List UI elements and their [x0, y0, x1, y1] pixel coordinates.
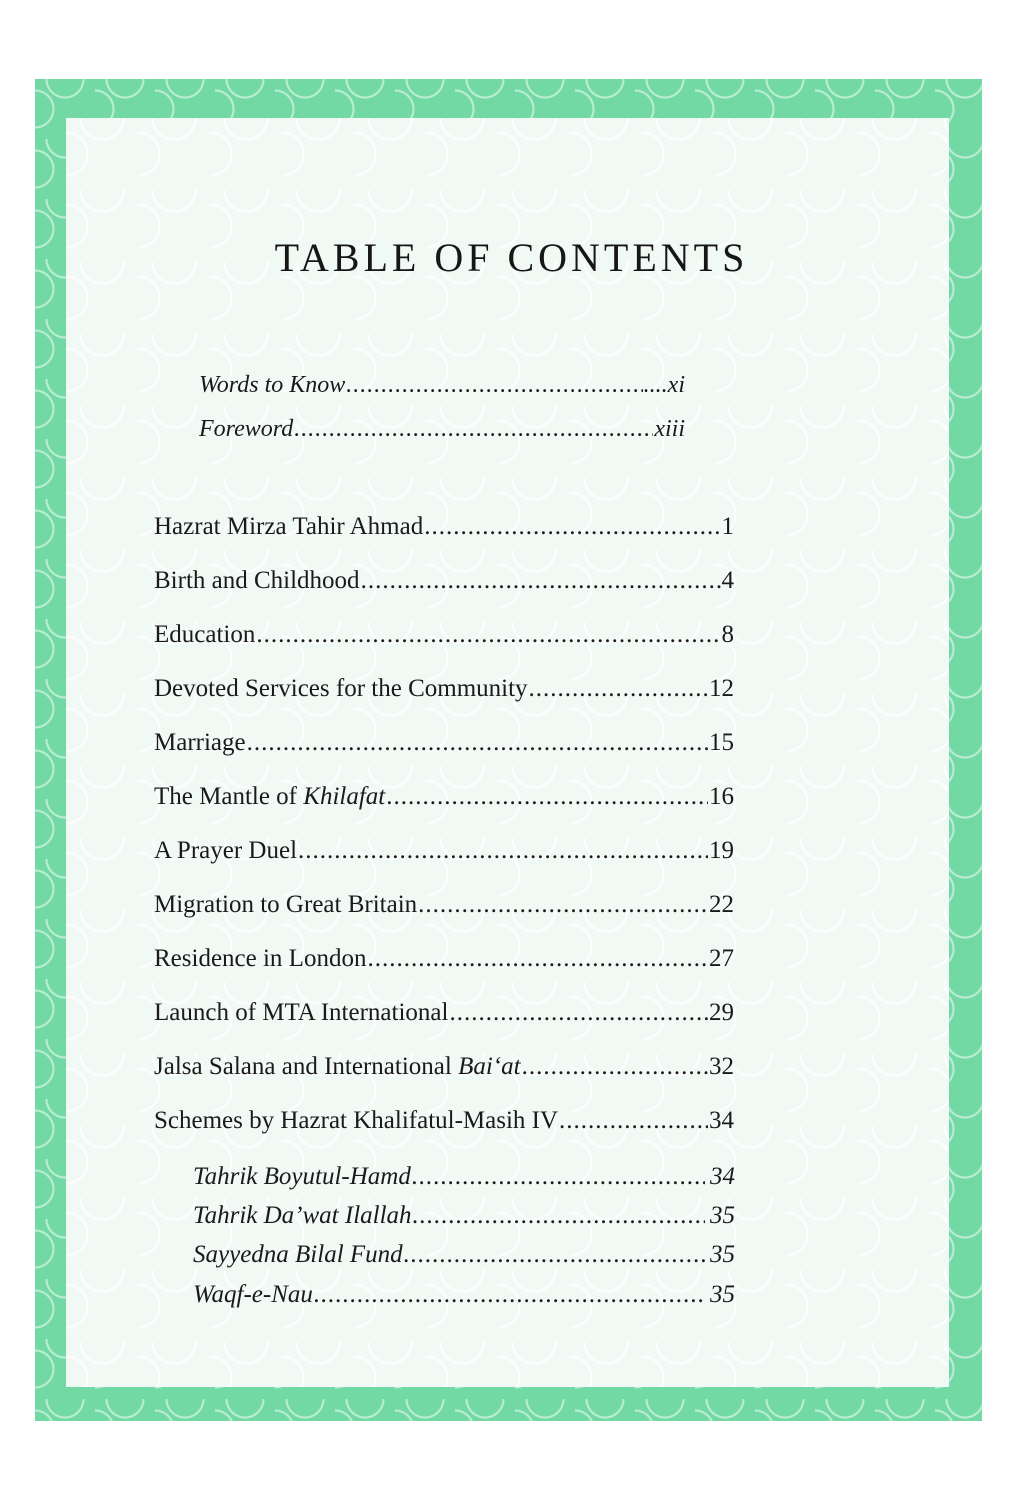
- dot-leader: [559, 1107, 708, 1135]
- toc-entry-label: Hazrat Mirza Tahir Ahmad: [154, 513, 424, 540]
- toc-entry-page: 29: [709, 999, 734, 1026]
- toc-entry-birth-and-childhood[interactable]: [154, 567, 734, 595]
- toc-entry-label: Marriage: [154, 729, 246, 756]
- dot-leader: [529, 675, 708, 703]
- toc-subentry-tahrik-boyutul-hamd[interactable]: [193, 1163, 735, 1191]
- toc-entry-label: Devoted Services for the Community: [154, 675, 528, 702]
- toc-entry-label: Migration to Great Britain: [154, 891, 418, 918]
- toc-entry-page: 16: [709, 783, 734, 810]
- toc-entry-schemes[interactable]: [154, 1107, 734, 1135]
- dot-leader: [256, 621, 720, 649]
- toc-entry-jalsa-salana[interactable]: [154, 1053, 734, 1081]
- toc-entry-label: Residence in London: [154, 945, 367, 972]
- dot-leader: [449, 999, 708, 1027]
- toc-entry-label: Tahrik Da’wat Ilallah: [193, 1202, 412, 1229]
- toc-entry-page: 8: [721, 621, 734, 648]
- toc-entry-migration[interactable]: [154, 891, 734, 919]
- toc-entry-page: 19: [709, 837, 734, 864]
- toc-entry-page: 34: [710, 1163, 735, 1190]
- dot-leader: [412, 1163, 705, 1191]
- toc-entry-mantle-of-khilafat[interactable]: [154, 783, 734, 811]
- toc-entry-page: 1: [721, 513, 734, 540]
- toc-entry-label-text: Jalsa Salana and International: [154, 1053, 459, 1080]
- toc-entry-label: Sayyedna Bilal Fund: [193, 1241, 403, 1268]
- toc-entry-page: 35: [710, 1202, 735, 1229]
- toc-entry-label-text: The Mantle of: [154, 783, 304, 810]
- toc-entry-label-italic: Khilafat: [303, 783, 386, 810]
- toc-entry-marriage[interactable]: [154, 729, 734, 757]
- toc-entry-residence-in-london[interactable]: [154, 945, 734, 973]
- toc-entry-page: xiii: [654, 416, 685, 442]
- dot-leader: [361, 567, 721, 595]
- toc-entry-label-italic: Bai‘at: [458, 1053, 521, 1080]
- toc-entry-label: [154, 783, 385, 811]
- dot-leader: [367, 945, 708, 973]
- dot-leader: [247, 729, 708, 757]
- dot-leader: [522, 1053, 708, 1081]
- dot-leader: [314, 1281, 705, 1309]
- toc-entry-foreword[interactable]: [199, 416, 685, 443]
- dot-leader: [404, 1241, 705, 1269]
- toc-entry-label: Education: [154, 621, 256, 648]
- toc-entry-page: 35: [710, 1281, 735, 1308]
- toc-entry-prayer-duel[interactable]: [154, 837, 734, 865]
- toc-entry-label: A Prayer Duel: [154, 837, 298, 864]
- toc-entry-page: 32: [709, 1053, 734, 1080]
- dot-leader: [413, 1202, 705, 1230]
- toc-entry-hazrat-mirza-tahir-ahmad[interactable]: [154, 513, 734, 541]
- toc-subentry-sayyedna-bilal-fund[interactable]: [193, 1241, 735, 1269]
- toc-entry-label: Waqf-e-Nau: [193, 1281, 313, 1308]
- dot-leader: [346, 372, 642, 399]
- toc-entry-page: 12: [709, 675, 734, 702]
- toc-entry-words-to-know[interactable]: [199, 372, 685, 399]
- dot-leader: [418, 891, 708, 919]
- page-title: TABLE OF CONTENTS: [274, 235, 749, 280]
- toc-entry-devoted-services[interactable]: [154, 675, 734, 703]
- dot-leader: [386, 783, 708, 811]
- toc-entry-launch-of-mta[interactable]: [154, 999, 734, 1027]
- dot-leader: [298, 837, 708, 865]
- toc-entry-label: Words to Know: [199, 372, 346, 398]
- toc-entry-page: 35: [710, 1241, 735, 1268]
- dot-leader: [294, 416, 653, 443]
- toc-subentry-tahrik-dawat-ilallah[interactable]: [193, 1202, 735, 1230]
- toc-entry-label: Birth and Childhood: [154, 567, 360, 594]
- toc-entry-page: 34: [709, 1107, 734, 1134]
- toc-entry-label: Launch of MTA International: [154, 999, 449, 1026]
- toc-entry-label: Tahrik Boyutul-Hamd: [193, 1163, 411, 1190]
- toc-entry-page: 27: [709, 945, 734, 972]
- toc-entry-education[interactable]: [154, 621, 734, 649]
- toc-entry-page: 15: [709, 729, 734, 756]
- toc-entry-page: 22: [709, 891, 734, 918]
- toc-entry-label: Schemes by Hazrat Khalifatul-Masih IV: [154, 1107, 559, 1134]
- toc-entry-label: Foreword: [199, 416, 294, 442]
- toc-entry-label: [154, 1053, 521, 1081]
- toc-entry-page: 4: [721, 567, 734, 594]
- dot-leader: [424, 513, 720, 541]
- toc-subentry-waqf-e-nau[interactable]: [193, 1281, 735, 1309]
- toc-entry-page: ....xi: [643, 372, 685, 398]
